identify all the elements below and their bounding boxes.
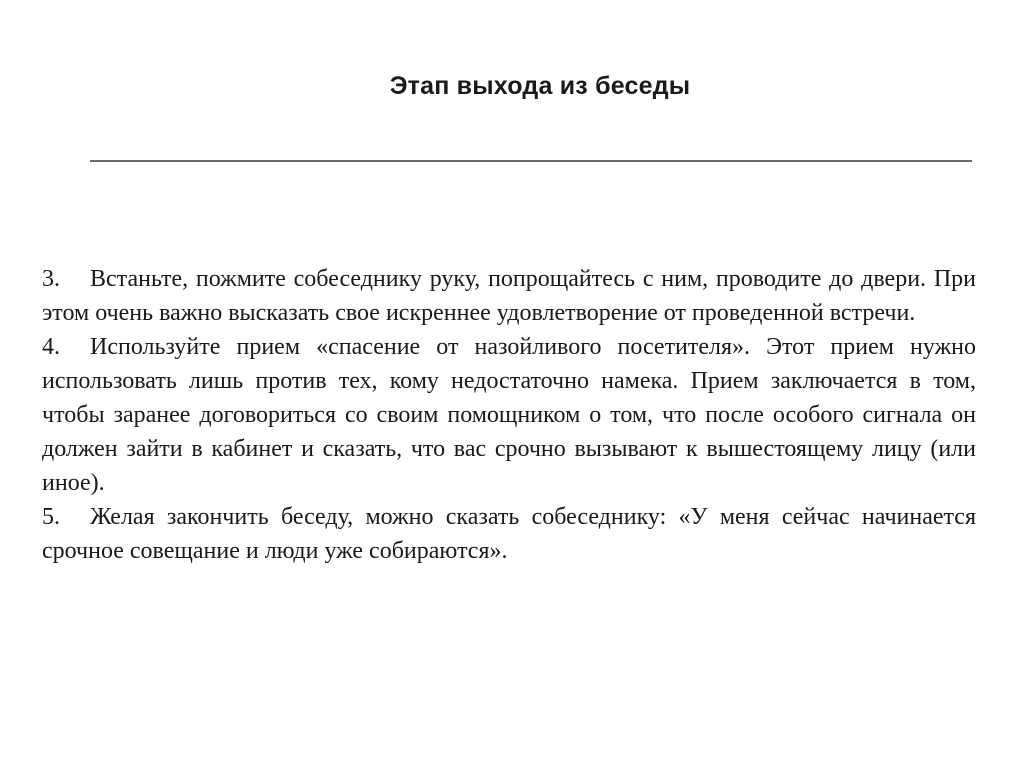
slide-title: Этап выхода из беседы: [389, 72, 691, 100]
list-item-text: Используйте прием «спасение от назойливого посетителя». Этот прием нужно использовать лишь против тех, кому недостаточно намека. Прием заключается в том, чтобы заранее договориться со своим помощником о том, что после особого сигнала он должен зайти в кабинет и сказать, что вас срочно вызывают к вышестоящему лицу (или иное).: [42, 334, 976, 496]
list-item: [42, 262, 976, 330]
list-item-number: 4.: [42, 334, 60, 360]
slide-body: [42, 262, 976, 568]
list-item-text: Желая закончить беседу, можно сказать собеседнику: «У меня сейчас начинается срочное совещание и люди уже собираются».: [42, 504, 976, 564]
title-divider: [90, 160, 972, 162]
list-item: [42, 500, 976, 568]
list-item-text: Встаньте, пожмите собеседнику руку, попрощайтесь с ним, проводите до двери. При этом очень важно высказать свое искреннее удовлетворение от проведенной встречи.: [42, 266, 976, 326]
list-item: [42, 330, 976, 500]
list-item-number: 5.: [42, 504, 60, 530]
list-item-number: 3.: [42, 266, 60, 292]
